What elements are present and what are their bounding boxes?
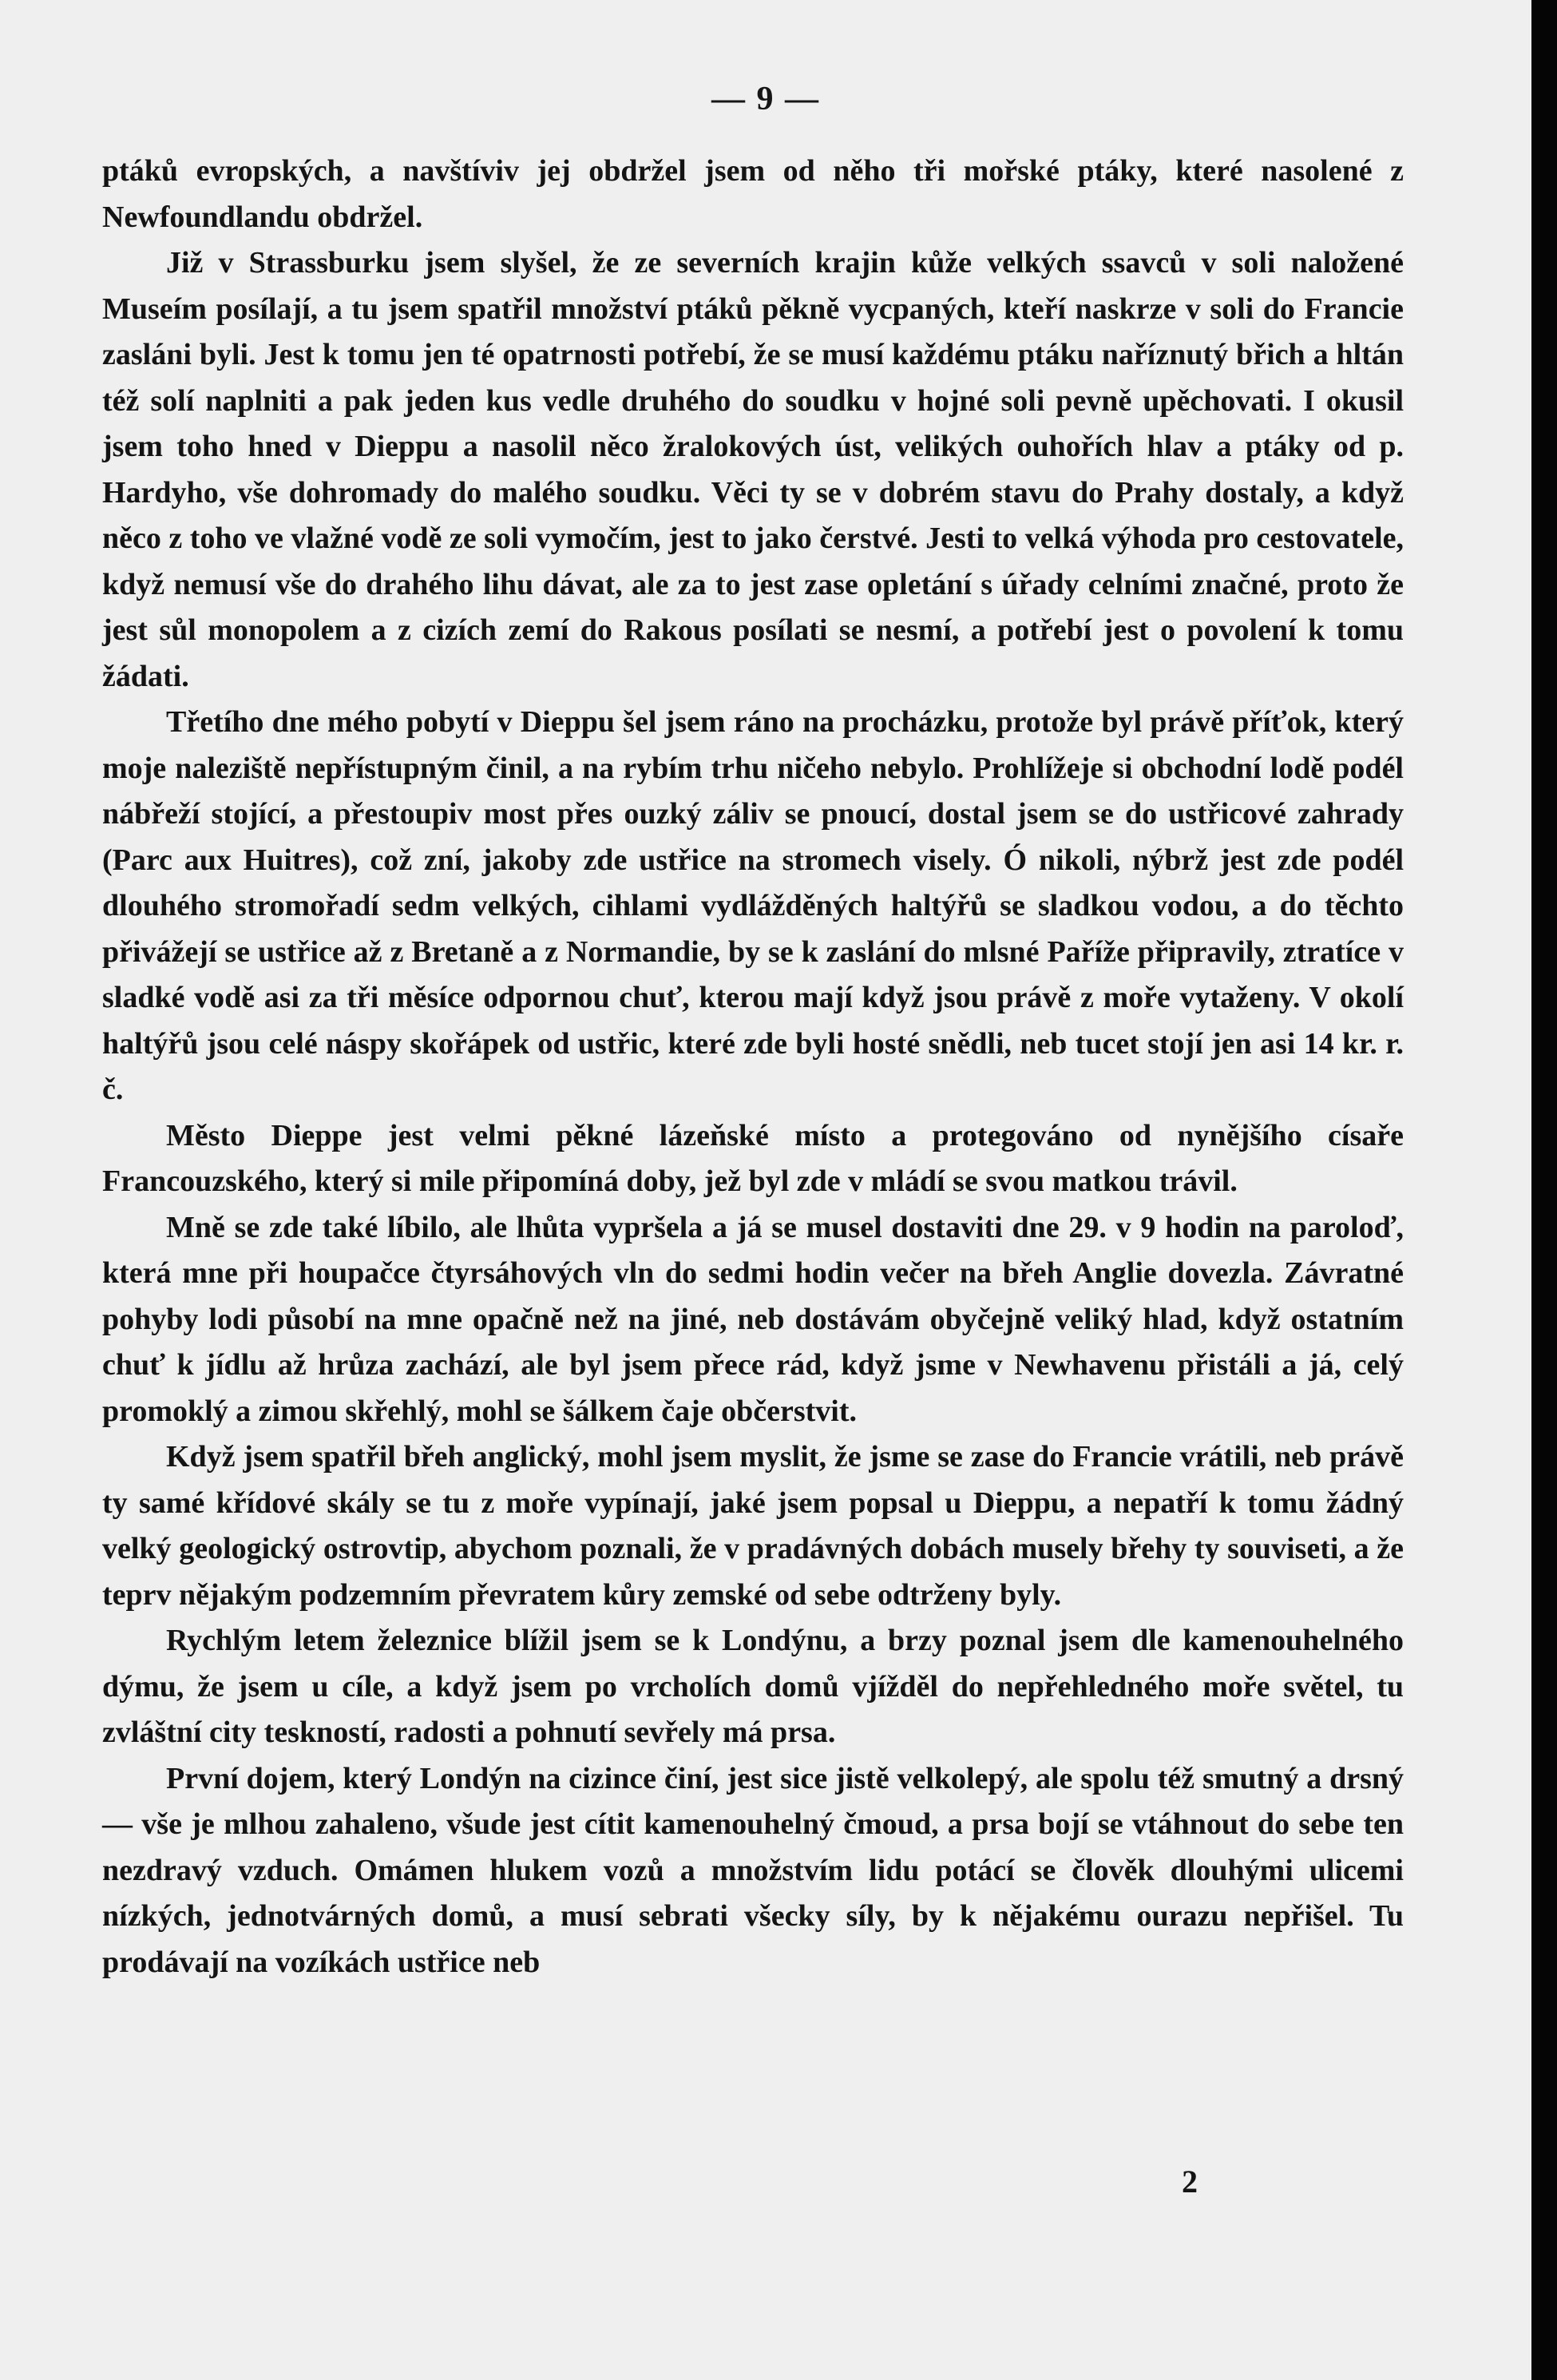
paragraph-4: Město Dieppe jest velmi pěkné lázeňské místo a protegováno od nynějšího císaře Francouzského, který si mile připomíná doby, jež byl zde v mládí se svou matkou trávil.: [102, 1118, 1404, 1198]
paragraph-5: Mně se zde také líbilo, ale lhůta vypršela a já se musel dostaviti dne 29. v 9 hodin na paroloď, která mne při houpačce čtyrsáhových vln do sedmi hodin večer na břeh Anglie dovezla. Závratné pohyby lodi působí na mne opačně než na jiné, neb dostávám obyčejně veliký hlad, když ostatním chuť k jídlu až hrůza zachází, ale byl jsem přece rád, když jsme v Newhavenu přistáli a já, celý promoklý a zimou skřehlý, mohl se šálkem čaje občerstvit.: [102, 1210, 1404, 1428]
page-number: — 9 —: [711, 81, 820, 117]
paragraph-6: Když jsem spatřil břeh anglický, mohl jsem myslit, že jsme se zase do Francie vrátili, neb právě ty samé křídové skály se tu z moře vypínají, jaké jsem popsal u Dieppu, a nepatří k tomu žádný velký geologický ostrovtip, abychom poznali, že v pradávných dobách musely břehy ty souviseti, a že teprv nějakým podzemním převratem kůry zemské od sebe odtrženy byly.: [102, 1440, 1404, 1612]
scan-border: [1531, 0, 1557, 2380]
paragraph-1: ptáků evropských, a navštíviv jej obdržel jsem od něho tři mořské ptáky, které nasolené z Newfoundlandu obdržel.: [102, 154, 1404, 234]
paragraph-3: Třetího dne mého pobytí v Dieppu šel jsem ráno na procházku, protože byl právě příťok, který moje naleziště nepřístupným činil, a na rybím trhu ničeho nebylo. Prohlížeje si obchodní lodě podél nábřeží stojící, a přestoupiv most přes ouzký záliv se pnoucí, dostal jsem se do ustřicové zahrady (Parc aux Huitres), což zní, jakoby zde ustřice na stromech visely. Ó nikoli, nýbrž jest zde podél dlouhého stromořadí sedm velkých, cihlami vydlážděných haltýřů se sladkou vodou, a do těchto přivážejí se ustřice až z Bretaně a z Normandie, by se k zaslání do mlsné Paříže připravily, ztratíce v sladké vodě asi za tři měsíce odpornou chuť, kterou mají když jsou právě z moře vytaženy. V okolí haltýřů jsou celé náspy skořápek od ustřic, které zde byli hosté snědli, neb tucet stojí jen asi 14 kr. r. č.: [102, 705, 1404, 1106]
signature-mark: 2: [1182, 2164, 1198, 2200]
body-text: [102, 149, 1404, 2225]
paragraph-2: Již v Strassburku jsem slyšel, že ze severních krajin kůže velkých ssavců v soli naložené Museím posílají, a tu jsem spatřil množství ptáků pěkně vycpaných, kteří naskrze v soli do Francie zasláni byli. Jest k tomu jen té opatrnosti potřebí, že se musí každému ptáku naříznutý břich a hltán též solí naplniti a pak jeden kus vedle druhého do soudku v hojné soli pevně upěchovati. I okusil jsem toho hned v Dieppu a nasolil něco žralokových úst, velikých ouhořích hlav a ptáky od p. Hardyho, vše dohromady do malého soudku. Věci ty se v dobrém stavu do Prahy dostaly, a když něco z toho ve vlažné vodě ze soli vymočím, jest to jako čerstvé. Jesti to velká výhoda pro cestovatele, když nemusí vše do drahého lihu dávat, ale za to jest zase opletání s úřady celními značné, proto že jest sůl monopolem a z cizích zemí do Rakous posílati se nesmí, a potřebí jest o povolení k tomu žádati.: [102, 246, 1404, 693]
paragraph-8: První dojem, který Londýn na cizince činí, jest sice jistě velkolepý, ale spolu též smutný a drsný — vše je mlhou zahaleno, všude jest cítit kamenouhelný čmoud, a prsa bojí se vtáhnout do sebe ten nezdravý vzduch. Omámen hlukem vozů a množstvím lidu potácí se člověk dlouhými ulicemi nízkých, jednotvárných domů, a musí sebrati všecky síly, by k nějakému ourazu nepřišel. Tu prodávají na vozíkách ustřice neb: [102, 1761, 1404, 1979]
paragraph-7: Rychlým letem železnice blížil jsem se k Londýnu, a brzy poznal jsem dle kamenouhelného dýmu, že jsem u cíle, a když jsem po vrcholích domů vjížděl do nepřehledného moře světel, tu zvláštní city teskností, radosti a pohnutí sevřely má prsa.: [102, 1624, 1404, 1749]
